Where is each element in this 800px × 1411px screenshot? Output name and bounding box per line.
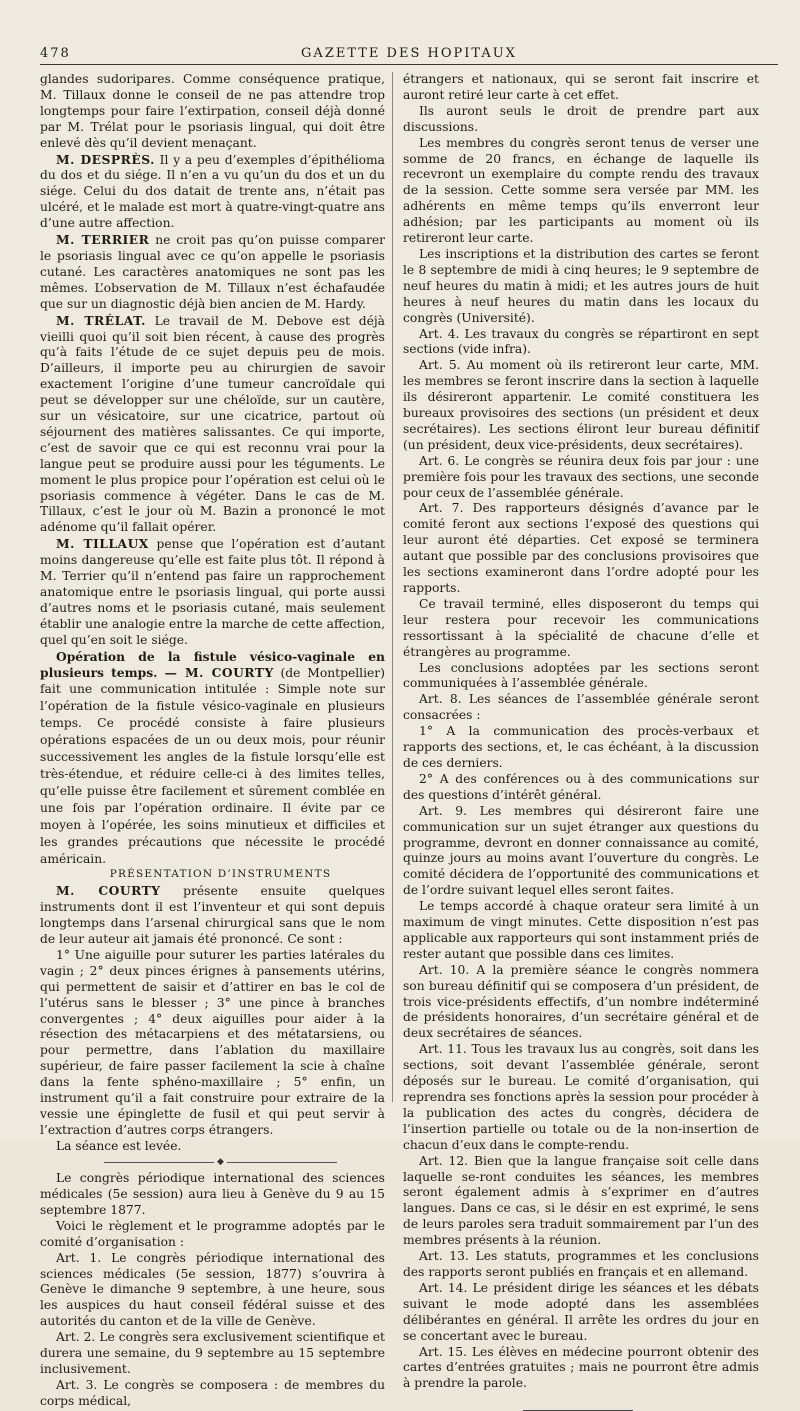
article: Art. 7. Des rapporteurs désignés d’avance par le comité feront aux sections l’exposé des questions qui leur auront été départies. Cet exposé se terminera autant que possible par des conclusions provisoires que les sections examineront dans l’ordre adopté pour les rapports.	[403, 501, 759, 595]
speech-text: pense que l’opération est d’autant moins dangereuse qu’elle est faite plus tôt. Il répond à M. Terrier qu’il n’entend pas faire un rapprochement anatomique entre le psoriasis lingual, qui porte aussi d’autres noms et le psoriasis cutané, mais seulement établir une analogie entre la marche de cette affection, quel qu’en soit le siége.	[40, 537, 385, 647]
section-title: Opération de la fistule vésico-vaginale en plusieurs temps.	[40, 648, 385, 680]
paragraph: Ce travail terminé, elles disposeront du temps qui leur restera pour recevoir les communications ressortissant à la spécialité de chacune d’elle et étrangères au programme.	[403, 596, 759, 659]
paragraph	[40, 152, 385, 233]
paragraph	[40, 536, 385, 648]
speaker-name: M. DESPRÈS.	[56, 151, 155, 167]
paragraph: Les conclusions adoptées par les sections seront communiquées à l’assemblée générale.	[403, 660, 759, 691]
speech-text: Le travail de M. Debove est déjà vieilli quoi qu’il soit bien récent, à cause des progrès qu’à faits l’étude de ce sujet depuis peu de mois. D’ailleurs, il importe peu au chirurgien de savoir exactement l’origine d’une tumeur cancroïdale qui peut se développer sur une chéloïde, sur un cautère, sur un vésicatoire, sur une cicatrice, partout où séjournent des matières salissantes. Ce qui importe, c’est de savoir que ce qui est reconnu vrai pour la langue peut se produire aussi pour les téguments. Le moment le plus propice pour l’opération est celui où le psoriasis commence à végéter. Dans le cas de M. Tillaux, c’est le jour où M. Bazin a prononcé le mot adénome qu’il fallait opérer.	[40, 313, 385, 535]
article: Art. 9. Les membres qui désireront faire une communication sur un sujet étranger aux questions du programme, devront en donner connaissance au comité, quinze jours au moins avant l’ouverture du congrès. Le comité décidera de l’opportunité des communications et de l’ordre suivant lequel elles seront faites.	[403, 803, 759, 898]
article: Art. 14. Le président dirige les séances et les débats suivant le mode adopté dans les assemblées délibérantes en général. Il arrête les ordres du jour en se concertant avec le bureau.	[403, 1280, 759, 1343]
article: Art. 5. Au moment où ils retireront leur carte, MM. les membres se feront inscrire dans la section à laquelle ils désireront appartenir. Le comité constituera les bureaux provisoires des sections (un président et deux secrétaires). Les sections éliront leur bureau définitif (un président, deux vice-présidents, deux secrétaires).	[403, 358, 759, 452]
instrument-list: 1° Une aiguille pour suturer les parties latérales du vagin ; 2° deux pinces érignes à pansements utérins, qui permettent de saisir et d’attirer en bas le col de l’utérus sans le blesser ; 3° une pince à branches convergentes ; 4° deux aiguilles pour aider à la résection des métacarpiens et des métatarsiens, ou pour permettre, dans l’ablation du maxillaire supérieur, de faire passer facilement la scie à chaîne dans la fente sphéno-maxillaire ; 5° enfin, un instrument qu’il a fait construire pour extraire de la vessie une épinglette de fusil et qui peut servir à l’extraction d’autres corps étrangers.	[40, 947, 385, 1137]
section-separator: ◆	[40, 1155, 385, 1171]
speaker-name: — M. COURTY	[164, 664, 274, 680]
paragraph: étrangers et nationaux, qui se seront fait inscrire et auront retiré leur carte à cet effet.	[403, 72, 759, 102]
paragraph: Le congrès périodique international des sciences médicales (5e session) aura lieu à Genève du 9 au 15 septembre 1877.	[40, 1171, 385, 1217]
subsection-heading: PRÉSENTATION D’INSTRUMENTS	[109, 868, 332, 881]
speaker-name: M. TERRIER	[56, 232, 150, 248]
paragraph: glandes sudoripares. Comme conséquence pratique, M. Tillaux donne le conseil de ne pas attendre trop longtemps pour faire l’extirpation, conseil déjà donné par M. Trélat pour le psoriasis lingual, qui doit être enlevé dès qu’il devient menaçant.	[40, 72, 385, 150]
paragraph: Voici le règlement et le programme adoptés par le comité d’organisation :	[40, 1218, 385, 1249]
paragraph	[40, 883, 385, 948]
paragraph	[40, 232, 385, 313]
speech-text: ne croit pas qu’on puisse comparer le psoriasis lingual avec ce qu’on appelle le psoriasis cutané. Les caractères anatomiques ne sont pas les mêmes. L’observation de M. Tillaux n’est échafaudée que sur un diagnostic déjà bien ancien de M. Hardy.	[40, 233, 385, 311]
paragraph: Ils auront seuls le droit de prendre part aux discussions.	[403, 103, 759, 134]
column-divider	[392, 72, 393, 1102]
article: Art. 12. Bien que la langue française soit celle dans laquelle se-ront conduites les séances, les membres seront également admis à s’exprimer en d’autres langues. Dans ce cas, si le désir en est exprimé, le sens de leurs paroles sera traduit sommairement par l’un des membres présents à la réunion.	[403, 1153, 759, 1248]
paragraph: Les membres du congrès seront tenus de verser une somme de 20 francs, en échange de laquelle ils recevront un exemplaire du compte rendu des travaux de la session. Cette somme sera versée par MM. les adhérents en même temps qu’ils enverront leur adhésion; par les participants au moment où ils retireront leur carte.	[403, 135, 759, 246]
article: Art. 1. Le congrès périodique international des sciences médicales (5e session, 1877) s’ouvrira à Genève le dimanche 9 septembre, à une heure, sous les auspices du haut conseil fédéral suisse et des autorités du canton et de la ville de Genève.	[40, 1250, 385, 1329]
left-column	[40, 72, 385, 1410]
article: Art. 15. Les élèves en médecine pourront obtenir des cartes d’entrées gratuites ; mais ne pourront être admis à prendre la parole.	[403, 1344, 759, 1391]
article: Art. 4. Les travaux du congrès se répartiront en sept sections (vide infra).	[403, 326, 759, 357]
section-body: (de Montpellier) fait une communication intitulée : Simple note sur l’opération de la fistule vésico-vaginale en plusieurs temps. Ce procédé consiste à faire plusieurs opérations espacées de un ou deux mois, pour réunir successivement les angles de la fistule lorsqu’elle est très-étendue, et réduire celle-ci à des limites telles, qu’elle puisse être facilement et sûrement comblée en une fois par l’opération ordinaire. Il évite par ce moyen à l’opérée, les soins minutieux et difficiles et les grandes précautions que nécessite le procédé américain.	[40, 665, 385, 866]
article: Art. 3. Le congrès se composera : de membres du corps médical,	[40, 1377, 385, 1408]
paragraph: 1° A la communication des procès-verbaux et rapports des sections, et, le cas échéant, à la discussion de ces derniers.	[403, 724, 759, 770]
running-header	[40, 44, 778, 65]
article: Art. 6. Le congrès se réunira deux fois par jour : une première fois pour les travaux des sections, une seconde pour ceux de l’assemblée générale.	[403, 453, 759, 500]
speaker-name: M. TRÉLAT.	[56, 312, 146, 328]
paragraph	[40, 313, 385, 537]
article: Art. 10. A la première séance le congrès nommera son bureau définitif qui se composera d’un président, de trois vice-présidents effectifs, d’un nombre indéterminé de présidents honoraires, d’un secrétaire général et de deux secrétaires de séances.	[403, 962, 759, 1041]
speaker-name: M. TILLAUX	[56, 536, 149, 552]
speech-text: présente ensuite quelques instruments dont il est l’inventeur et qui sont depuis longtemps dans l’arsenal chirurgical sans que le nom de leur auteur ait jamais été prononcé. Ce sont :	[40, 884, 385, 947]
section-title-paragraph	[40, 649, 385, 868]
article: Art. 8. Les séances de l’assemblée générale seront consacrées :	[403, 692, 759, 723]
article: Art. 2. Le congrès sera exclusivement scientifique et durera une semaine, du 9 septembre au 15 septembre inclusivement.	[40, 1330, 385, 1376]
paragraph: Les inscriptions et la distribution des cartes se feront le 8 septembre de midi à cinq heures; le 9 septembre de neuf heures du matin à midi; et les autres jours de huit heures à neuf heures du matin dans les locaux du congrès (Université).	[403, 246, 759, 325]
article: Art. 11. Tous les travaux lus au congrès, soit dans les sections, soit devant l’assemblée générale, seront déposés sur le bureau. Le comité d’organisation, qui reprendra ses fonctions après la session pour procéder à la publication des actes du congrès, décidera de l’insertion partielle ou totale ou de la non-insertion de chacun d’eux dans le compte-rendu.	[403, 1042, 759, 1152]
right-column	[403, 72, 759, 1411]
session-end-line: La séance est levée.	[56, 1138, 182, 1153]
speaker-name: M. COURTY	[56, 883, 161, 899]
paragraph: 2° A des conférences ou à des communications sur des questions d’intérêt général.	[403, 771, 759, 802]
paragraph: Le temps accordé à chaque orateur sera limité à un maximum de vingt minutes. Cette disposition n’est pas applicable aux rapporteurs qui sont instamment priés de rester autant que possible dans ces limites.	[403, 899, 759, 961]
journal-title: GAZETTE DES HOPITAUX	[301, 46, 517, 61]
speech-text: Il y a peu d’exemples d’épithélioma du dos et du siége. Il n’en a vu qu’un du dos et un du siége. Celui du dos datait de trente ans, n’était pas ulcéré, et le malade est mort à quatre-vingt-quatre ans d’une autre affection.	[40, 152, 385, 231]
page-number: 478	[40, 46, 71, 61]
article: Art. 13. Les statuts, programmes et les conclusions des rapports seront publiés en français et en allemand.	[403, 1249, 759, 1279]
